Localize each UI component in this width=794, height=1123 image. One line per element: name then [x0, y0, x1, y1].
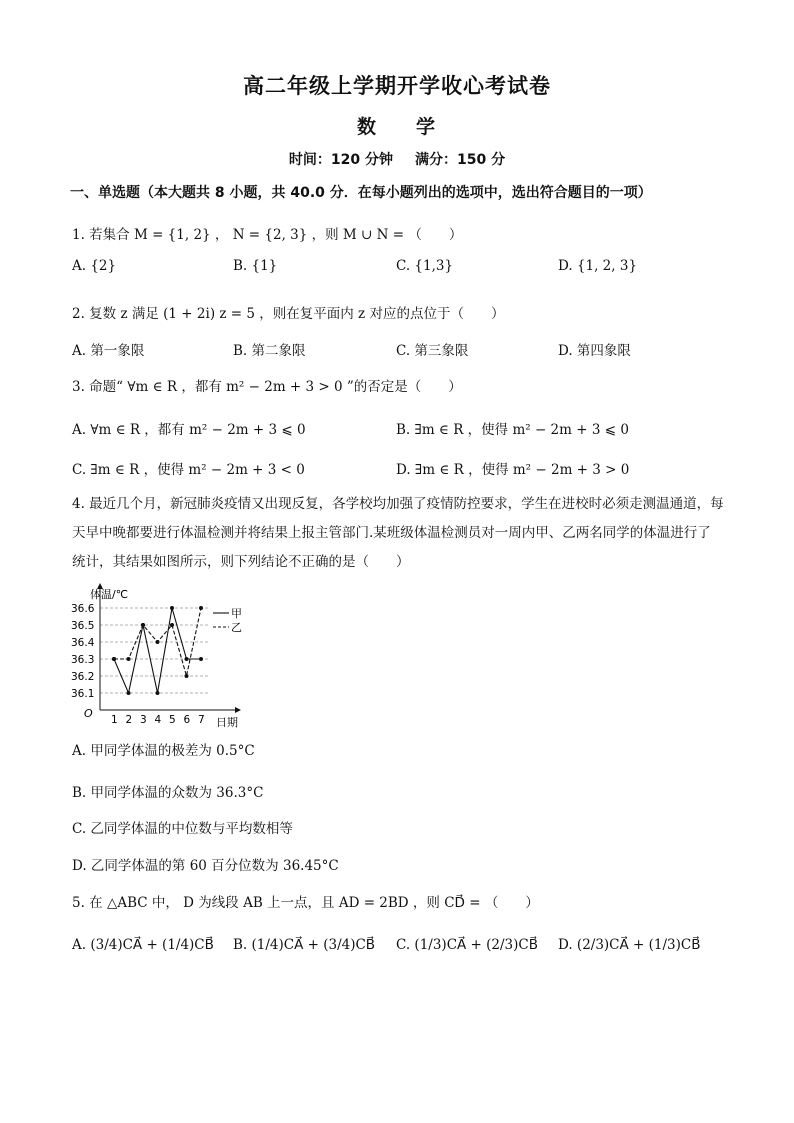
series-line-1	[114, 608, 201, 693]
q4-stem: 4. 最近几个月，新冠肺炎疫情又出现反复，各学校均加强了疫情防控要求，学生在进校时必须走测温通道，每天早中晚都要进行体温检测并将结果上报主管部门.某班级体温检测员对一周内甲、乙两名同学的体温进行了统计，其结果如图所示，则下列结论不正确的是（ ）	[72, 496, 724, 570]
data-point	[185, 674, 189, 678]
q1-option-d: D. {1, 2, 3}	[558, 258, 638, 274]
data-point	[199, 657, 203, 661]
q3-option-a: A. ∀m ∈ R ，都有 m² − 2m + 3 ⩽ 0	[72, 422, 306, 438]
q2-option-a: A. 第一象限	[72, 343, 145, 359]
q1-option-c: C. {1,3}	[396, 258, 454, 274]
q2-option-c: C. 第三象限	[396, 343, 469, 359]
y-axis-label: 体温/℃	[90, 588, 129, 601]
q1-stem: 1. 若集合 M = {1, 2} ， N = {2, 3} ，则 M ∪ N = （ ）	[72, 227, 463, 243]
temperature-line-chart	[70, 580, 270, 730]
subject-char-1: 数	[356, 116, 378, 138]
data-point	[127, 691, 131, 695]
legend-label: 甲	[231, 607, 242, 620]
origin-label: O	[84, 707, 93, 720]
exam-title: 高二年级上学期开学收心考试卷	[243, 74, 551, 98]
y-tick-label: 36.5	[71, 620, 95, 632]
q4-option-b: B. 甲同学体温的众数为 36.3°C	[72, 785, 264, 801]
q1-option-b: B. {1}	[233, 258, 278, 274]
data-point	[185, 657, 189, 661]
data-point	[141, 623, 145, 627]
data-point	[156, 691, 160, 695]
x-tick-label: 7	[198, 714, 205, 726]
q1-option-a: A. {2}	[72, 258, 117, 274]
exam-score: 满分：150 分	[415, 152, 506, 168]
data-point	[199, 606, 203, 610]
x-tick-label: 6	[183, 714, 191, 726]
exam-meta	[0, 149, 794, 169]
y-tick-label: 36.2	[71, 671, 95, 683]
x-tick-label: 4	[154, 714, 162, 726]
q4-option-a: A. 甲同学体温的极差为 0.5°C	[72, 743, 255, 759]
q3-stem: 3. 命题“ ∀m ∈ R ，都有 m² − 2m + 3 > 0 ”的否定是（ ）	[72, 379, 462, 395]
q3-option-d: D. ∃m ∈ R ，使得 m² − 2m + 3 > 0	[396, 462, 630, 478]
data-point	[112, 657, 116, 661]
q3-option-b: B. ∃m ∈ R ，使得 m² − 2m + 3 ⩽ 0	[396, 422, 629, 438]
q5-option-a: A. (3/4)CA⃗ + (1/4)CB⃗	[72, 937, 214, 953]
subject-title	[0, 112, 794, 139]
data-point	[170, 606, 174, 610]
q5-option-d: D. (2/3)CA⃗ + (1/3)CB⃗	[558, 937, 701, 953]
y-tick-label: 36.1	[71, 688, 95, 700]
x-tick-label: 1	[111, 714, 118, 726]
subject-char-2: 学	[416, 116, 438, 138]
q2-stem: 2. 复数 z 满足 (1 + 2i) z = 5 ，则在复平面内 z 对应的点位于（ ）	[72, 306, 505, 322]
q2-option-b: B. 第二象限	[233, 343, 306, 359]
legend-label: 乙	[231, 621, 242, 634]
q4-option-c: C. 乙同学体温的中位数与平均数相等	[72, 821, 293, 837]
x-tick-label: 5	[169, 714, 176, 726]
q2-option-d: D. 第四象限	[558, 343, 631, 359]
x-tick-label: 2	[125, 714, 133, 726]
x-tick-label: 3	[140, 714, 147, 726]
data-point	[127, 657, 131, 661]
exam-time: 时间：120 分钟	[288, 152, 393, 168]
section-heading: 一、单选题（本大题共 8 小题，共 40.0 分．在每小题列出的选项中，选出符合题目的一项）	[70, 185, 652, 201]
y-tick-label: 36.4	[71, 637, 95, 649]
data-point	[170, 623, 174, 627]
y-tick-label: 36.3	[71, 654, 95, 666]
y-tick-label: 36.6	[71, 603, 95, 615]
x-axis-label: 日期	[216, 716, 238, 729]
q4-option-d: D. 乙同学体温的第 60 百分位数为 36.45°C	[72, 858, 339, 874]
q3-option-c: C. ∃m ∈ R ，使得 m² − 2m + 3 < 0	[72, 462, 305, 478]
q5-stem: 5. 在 △ABC 中， D 为线段 AB 上一点，且 AD = 2BD ，则 CD⃗ = （ ）	[72, 895, 539, 911]
q5-option-b: B. (1/4)CA⃗ + (3/4)CB⃗	[233, 937, 376, 953]
data-point	[156, 640, 160, 644]
q5-option-c: C. (1/3)CA⃗ + (2/3)CB⃗	[396, 937, 539, 953]
